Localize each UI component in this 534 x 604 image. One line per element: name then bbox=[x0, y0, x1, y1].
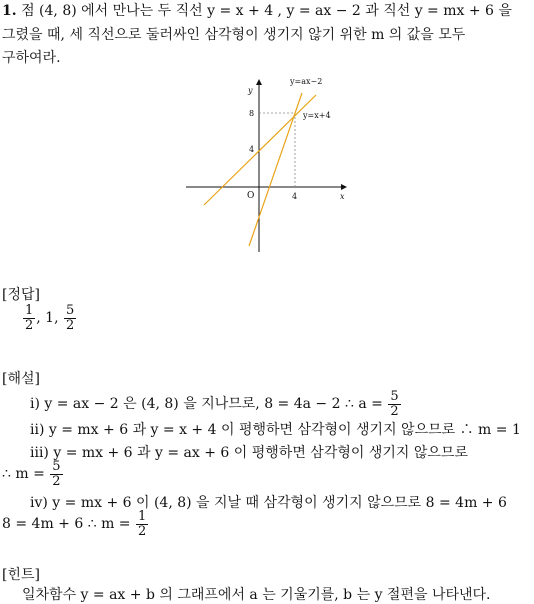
step3-fraction: $\frac{5}{2}$ bbox=[52, 458, 61, 489]
question-text-2: 그렸을 때, 세 직선으로 둘러싸인 삼각형이 생기지 않기 위한 m 의 값을 모두 bbox=[2, 27, 466, 43]
explanation-step-2: ⅱ) y = mx + 6 과 y = x + 4 이 평행하면 삼각형이 생기지 않으므로 ∴ m = 1 bbox=[30, 422, 521, 438]
explanation-step-3: ⅲ) y = mx + 6 과 y = ax + 6 이 평행하면 삼각형이 생기지 않으므로 bbox=[30, 445, 468, 461]
explanation-header: [해설] bbox=[2, 371, 40, 387]
question-number: 1. bbox=[2, 3, 17, 19]
answer-header: [정답] bbox=[2, 287, 40, 303]
question-text-1: 점 (4, 8) 에서 만나는 두 직선 y = x + 4 , y = ax − 2 과 직선 y = mx + 6 을 bbox=[21, 3, 512, 19]
hint-text: 일차함수 y = ax + b 의 그래프에서 a 는 기울기를, b 는 y 절편을 나타낸다. bbox=[22, 587, 491, 603]
step4-fraction: $\frac{1}{2}$ bbox=[137, 508, 147, 539]
x-axis-label: x bbox=[340, 192, 345, 201]
tick-y-8: 8 bbox=[249, 109, 255, 118]
label-ax-line: y=ax−2 bbox=[290, 77, 323, 86]
tick-y-4: 4 bbox=[249, 145, 255, 154]
answer-fraction-1: $\frac{1}{2}$ bbox=[25, 302, 34, 333]
line-graph bbox=[180, 72, 360, 258]
question-text-3: 구하여라. bbox=[2, 50, 61, 66]
line-y-ax-minus-2 bbox=[249, 93, 302, 246]
answer-separator: , 1, bbox=[36, 310, 63, 326]
line-y-x-plus-4 bbox=[204, 95, 316, 205]
hint-header: [힌트] bbox=[2, 567, 40, 583]
answer-values bbox=[22, 302, 77, 334]
tick-x-4: 4 bbox=[292, 192, 298, 201]
label-x-line: y=x+4 bbox=[303, 111, 331, 120]
question-line-1 bbox=[2, 2, 512, 20]
explanation-step-4-cont: 8 = 4m + 6 ∴ m = $\frac{1}{2}$ bbox=[2, 508, 147, 539]
origin-label: O bbox=[247, 191, 255, 201]
explanation-step-3-cont: ∴ m = $\frac{5}{2}$ bbox=[2, 458, 61, 489]
step1-fraction: $\frac{5}{2}$ bbox=[390, 388, 399, 419]
y-axis-label: y bbox=[248, 86, 253, 95]
explanation-step-1: ⅰ) y = ax − 2 은 (4, 8) 을 지나므로, 8 = 4a − 2 ∴ a = $\frac{5}{2}$ bbox=[30, 388, 399, 419]
explanation-step-4: ⅳ) y = mx + 6 이 (4, 8) 을 지날 때 삼각형이 생기지 않으므로 8 = 4m + 6 bbox=[30, 495, 507, 511]
answer-fraction-2: $\frac{5}{2}$ bbox=[66, 302, 75, 333]
